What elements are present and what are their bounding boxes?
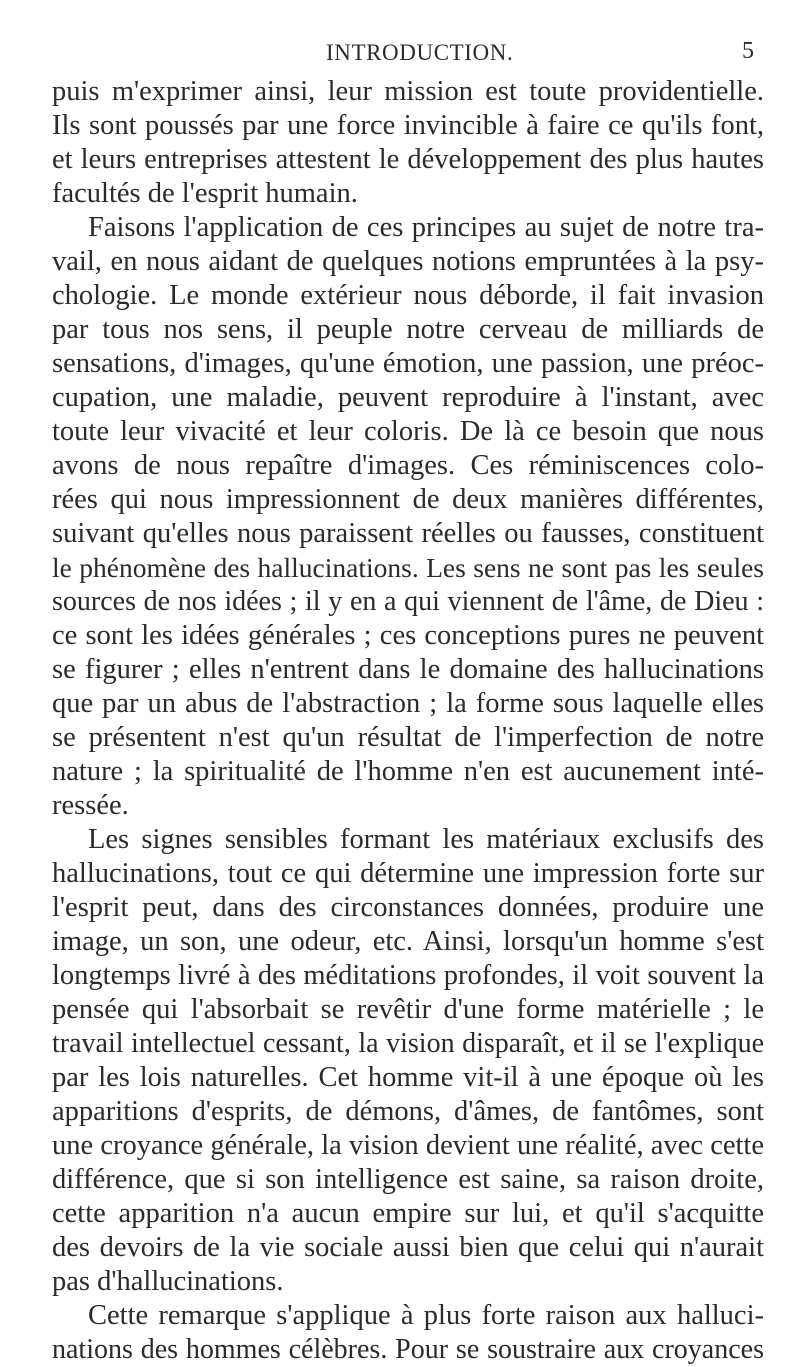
- text-line: cupation, une maladie, peuvent reproduire à l'instant, avec: [52, 382, 764, 413]
- text-line: que par un abus de l'abstraction ; la forme sous laquelle elles: [52, 688, 764, 719]
- text-line: différence, que si son intelligence est saine, sa raison droite,: [52, 1164, 764, 1195]
- text-line: chologie. Le monde extérieur nous déborde, il fait invasion: [52, 280, 764, 311]
- text-line: rées qui nous impressionnent de deux manières différentes,: [52, 484, 764, 515]
- text-line: l'esprit peut, dans des circonstances données, produire une: [52, 892, 764, 923]
- text-line: sensations, d'images, qu'une émotion, une passion, une préoc-: [52, 348, 764, 379]
- text-line: des devoirs de la vie sociale aussi bien que celui qui n'aurait: [52, 1232, 764, 1263]
- page-number: 5: [742, 38, 754, 64]
- running-head: [0, 38, 800, 78]
- text-line: par les lois naturelles. Cet homme vit-il à une époque où les: [52, 1062, 764, 1093]
- text-line: sources de nos idées ; il y en a qui viennent de l'âme, de Dieu :: [52, 586, 764, 617]
- text-line: ce sont les idées générales ; ces conceptions pures ne peuvent: [52, 620, 764, 651]
- text-line: apparitions d'esprits, de démons, d'âmes, de fantômes, sont: [52, 1096, 764, 1127]
- text-line: par tous nos sens, il peuple notre cerveau de milliards de: [52, 314, 764, 345]
- text-line: se figurer ; elles n'entrent dans le domaine des hallucinations: [52, 654, 764, 685]
- text-line: vail, en nous aidant de quelques notions empruntées à la psy-: [52, 246, 764, 277]
- text-line: travail intellectuel cessant, la vision disparaît, et il se l'explique: [52, 1028, 764, 1059]
- text-line: facultés de l'esprit humain.: [52, 178, 358, 209]
- text-line: suivant qu'elles nous paraissent réelles ou fausses, constituent: [52, 518, 764, 549]
- text-line: Ils sont poussés par une force invincible à faire ce qu'ils font,: [52, 110, 764, 141]
- text-line: et leurs entreprises attestent le développement des plus hautes: [52, 144, 764, 175]
- text-line: se présentent n'est qu'un résultat de l'imperfection de notre: [52, 722, 764, 753]
- body-text: [52, 75, 764, 1367]
- text-line: pensée qui l'absorbait se revêtir d'une forme matérielle ; le: [52, 994, 764, 1025]
- running-head-title: INTRODUCTION.: [326, 40, 514, 65]
- text-line: Les signes sensibles formant les matériaux exclusifs des: [88, 824, 764, 855]
- text-line: nature ; la spiritualité de l'homme n'en est aucunement inté-: [52, 756, 764, 787]
- text-line: Cette remarque s'applique à plus forte raison aux halluci-: [88, 1300, 764, 1331]
- text-line: puis m'exprimer ainsi, leur mission est toute providentielle.: [52, 76, 764, 107]
- text-line: nations des hommes célèbres. Pour se soustraire aux croyances: [52, 1334, 764, 1365]
- text-line: Faisons l'application de ces principes au sujet de notre tra-: [88, 212, 764, 243]
- text-line: longtemps livré à des méditations profondes, il voit souvent la: [52, 960, 764, 991]
- text-line: toute leur vivacité et leur coloris. De là ce besoin que nous: [52, 416, 764, 447]
- text-line: image, un son, une odeur, etc. Ainsi, lorsqu'un homme s'est: [52, 926, 764, 957]
- text-line: avons de nous repaître d'images. Ces réminiscences colo-: [52, 450, 764, 481]
- text-line: une croyance générale, la vision devient une réalité, avec cette: [52, 1130, 764, 1161]
- text-line: le phénomène des hallucinations. Les sens ne sont pas les seules: [52, 552, 764, 583]
- text-line: cette apparition n'a aucun empire sur lui, et qu'il s'acquitte: [52, 1198, 764, 1229]
- text-line: pas d'hallucinations.: [52, 1266, 284, 1297]
- text-line: hallucinations, tout ce qui détermine une impression forte sur: [52, 858, 764, 889]
- text-line: ressée.: [52, 790, 129, 821]
